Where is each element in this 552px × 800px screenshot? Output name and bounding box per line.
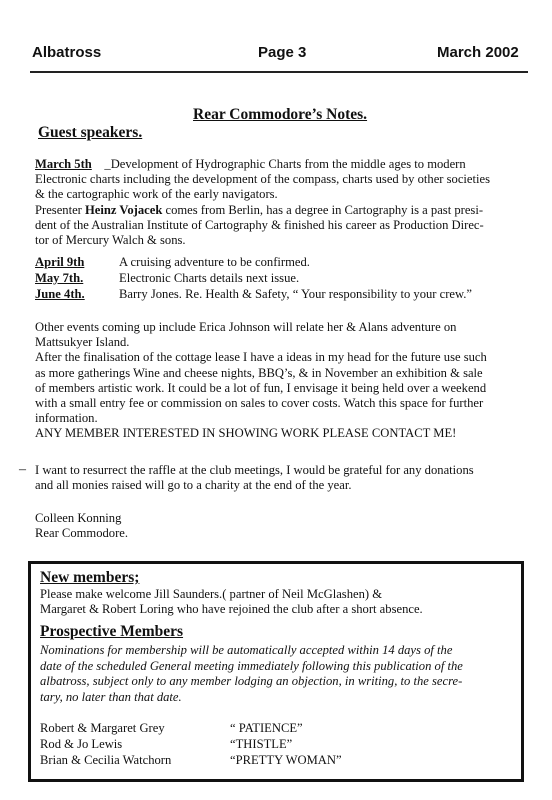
newsletter-name: Albatross <box>32 44 102 61</box>
guest-speakers-heading: Guest speakers. <box>38 124 143 141</box>
signature-role: Rear Commodore. <box>35 526 129 541</box>
date-june-text: Barry Jones. Re. Health & Safety, “ Your responsibility to your crew.” <box>119 287 473 301</box>
member-name: Robert & Margaret Grey <box>40 721 165 735</box>
finalisation-line-3: of members artistic work. It could be a lot of fun, I envisage it being held over a weekend <box>35 380 487 395</box>
presenter-name: Heinz Vojacek <box>85 202 163 217</box>
header-rule <box>30 71 528 73</box>
date-april: April 9th <box>35 255 85 269</box>
member-boat: “PRETTY WOMAN” <box>230 753 342 767</box>
date-may-text: Electronic Charts details next issue. <box>119 271 300 285</box>
march-date: March 5th <box>35 157 92 171</box>
member-boat: “ PATIENCE” <box>230 721 303 735</box>
date-june: June 4th. <box>35 287 85 301</box>
other-events-paragraph <box>35 320 530 442</box>
presenter-line-2: dent of the Australian Institute of Cartography & finished his career as Production Direc- <box>35 217 484 232</box>
presenter-line-1: comes from Berlin, has a degree in Cartography is a past presi- <box>162 202 484 217</box>
page-title: Rear Commodore’s Notes. <box>193 106 368 123</box>
presenter-prefix: Presenter <box>35 202 86 217</box>
raffle-dash: – <box>19 462 26 477</box>
new-members-line-2: Margaret & Robert Loring who have rejoined the club after a short absence. <box>40 602 423 617</box>
march-line-1: _Development of Hydrographic Charts from the middle ages to modern <box>104 157 466 171</box>
finalisation-line-4: with a small entry fee or commission on sales to cover costs. Watch this space for further <box>35 396 484 411</box>
presenter-line-3: tor of Mercury Walch & sons. <box>35 233 186 248</box>
nomination-line-3: albatross, subject only to any member lodging an objection, in writing, to the secre- <box>40 674 463 688</box>
page-number: Page 3 <box>258 44 307 61</box>
new-members-line-1: Please make welcome Jill Saunders.( partner of Neil McGlashen) & <box>40 587 383 601</box>
member-name: Brian & Cecilia Watchorn <box>40 753 172 767</box>
nomination-line-2: date of the scheduled General meeting immediately following this publication of the <box>40 658 463 673</box>
signature-block <box>35 511 530 541</box>
finalisation-line-5: information. <box>35 411 98 426</box>
date-row-april <box>35 255 310 270</box>
nomination-line-1: Nominations for membership will be automatically accepted within 14 days of the <box>40 643 453 657</box>
march-line-3: & the cartographic work of the early navigators. <box>35 187 278 202</box>
finalisation-line-2: as more gatherings Wine and cheese nights, BBQ’s, & in November an exhibition & sale <box>35 365 483 380</box>
other-events-line-1: Other events coming up include Erica Johnson will relate her & Alans adventure on <box>35 320 457 334</box>
signature-name: Colleen Konning <box>35 511 122 525</box>
date-april-text: A cruising adventure to be confirmed. <box>119 255 310 269</box>
raffle-line-1: I want to resurrect the raffle at the club meetings, I would be grateful for any donations <box>35 463 474 477</box>
date-row-may <box>35 271 299 286</box>
new-members-heading: New members; <box>40 569 140 586</box>
march-paragraph <box>35 157 530 248</box>
other-events-line-2: Mattsukyer Island. <box>35 335 130 350</box>
raffle-paragraph <box>35 463 530 493</box>
nomination-text <box>40 643 518 705</box>
issue-date: March 2002 <box>437 44 519 61</box>
date-may: May 7th. <box>35 271 84 285</box>
member-boat: “THISTLE” <box>230 737 293 751</box>
march-line-2: Electronic charts including the development of the compass, charts used by other societies <box>35 172 490 187</box>
nomination-line-4: tary, no later than that date. <box>40 689 182 704</box>
finalisation-line-6: ANY MEMBER INTERESTED IN SHOWING WORK PLEASE CONTACT ME! <box>35 426 457 441</box>
prospective-members-heading: Prospective Members <box>40 623 184 640</box>
finalisation-line-1: After the finalisation of the cottage lease I have a ideas in my head for the future use such <box>35 350 487 365</box>
date-row-june <box>35 287 472 302</box>
new-members-text <box>40 587 520 617</box>
raffle-line-2: and all monies raised will go to a charity at the end of the year. <box>35 478 352 493</box>
member-name: Rod & Jo Lewis <box>40 737 123 751</box>
